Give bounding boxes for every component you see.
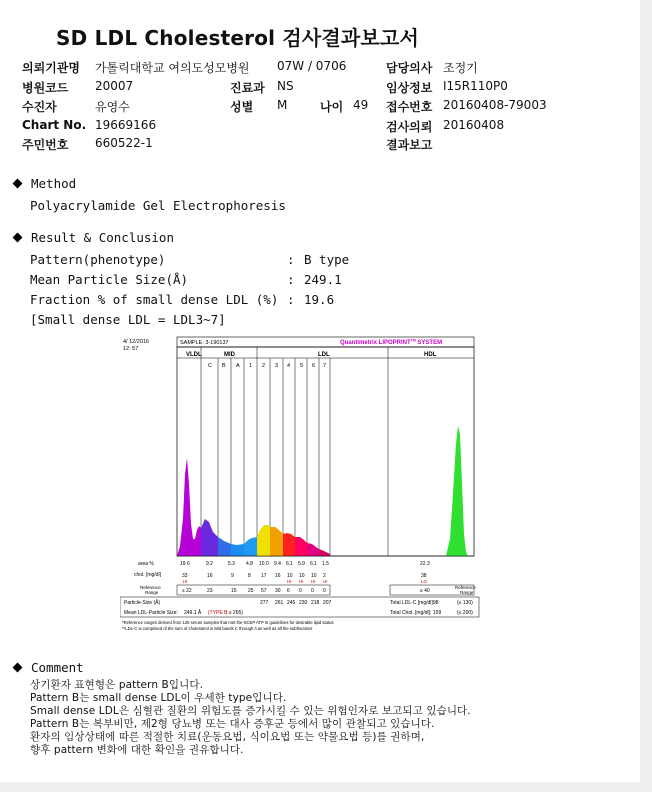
svg-text:4.8: 4.8: [246, 561, 253, 567]
svg-text:0: 0: [323, 588, 326, 594]
svg-text:6.1: 6.1: [310, 561, 317, 567]
comment-heading-text: Comment: [31, 660, 84, 675]
hospital-value: 가톨릭대학교 여의도성모병원: [95, 61, 250, 75]
code-value: 20007: [95, 79, 134, 93]
particle-size-row-label: Particle-Size (Å): [124, 600, 161, 606]
method-text: Polyacrylamide Gel Electrophoresis: [30, 198, 286, 213]
svg-text:9: 9: [231, 573, 234, 579]
group-hdl: HDL: [424, 352, 437, 358]
svg-text:25: 25: [248, 588, 254, 594]
id-label: 주민번호: [22, 138, 69, 152]
sex-value: M: [277, 98, 288, 112]
svg-text:16: 16: [207, 573, 213, 579]
svg-text:8: 8: [248, 573, 251, 579]
vertical-scrollbar[interactable]: [640, 0, 652, 792]
svg-text:17: 17: [261, 573, 267, 579]
comment-line: Pattern B는 small dense LDL이 우세한 type입니다.: [30, 692, 287, 704]
svg-text:6: 6: [312, 363, 316, 369]
svg-text:HI: HI: [323, 579, 328, 584]
report-date: 4/ 12/2016: [123, 339, 149, 345]
svg-text:(≤ 130): (≤ 130): [457, 600, 473, 606]
svg-text:218: 218: [311, 600, 320, 606]
code-label: 병원코드: [22, 81, 69, 95]
svg-text:261: 261: [275, 600, 284, 606]
svg-text:207: 207: [323, 600, 332, 606]
svg-text:6: 6: [287, 588, 290, 594]
footnote-2: **LDL-C is comprised of the sum of cholesterol in Mid bands C through A as well as all the subfractions: [122, 626, 313, 631]
bullet-diamond-icon: [13, 233, 23, 243]
receipt-label: 접수번호: [386, 100, 433, 114]
svg-text:57: 57: [261, 588, 267, 594]
svg-text:19.6: 19.6: [180, 561, 190, 567]
particle-size-label: Mean Particle Size(Å): [30, 272, 189, 287]
receipt-value: 20160408-79003: [443, 98, 547, 112]
svg-text:9.4: 9.4: [274, 561, 281, 567]
svg-text:5.3: 5.3: [228, 561, 235, 567]
pattern-value: B type: [304, 252, 350, 267]
svg-text:230: 230: [299, 600, 308, 606]
mean-size-value: 249.1 Å: [184, 610, 202, 616]
svg-text:HI: HI: [311, 579, 316, 584]
group-vldl: VLDL: [186, 352, 202, 358]
svg-text:10: 10: [299, 573, 305, 579]
report-label: 결과보고: [386, 138, 433, 152]
svg-text:10: 10: [287, 573, 293, 579]
page-title: SD LDL Cholesterol 검사결과보고서: [56, 26, 419, 50]
request-value: 20160408: [443, 118, 505, 132]
clinical-label: 임상정보: [386, 81, 433, 95]
fraction-value: 19.6: [304, 292, 335, 307]
svg-text:5.9: 5.9: [298, 561, 305, 567]
pattern-label: Pattern(phenotype): [30, 252, 166, 267]
svg-text:C: C: [208, 363, 212, 369]
sample-id: SAMPLE: 3-190137: [180, 340, 229, 346]
colon: :: [287, 272, 295, 287]
area-row-label: area %: [138, 561, 154, 567]
svg-text:33: 33: [182, 573, 188, 579]
electrophoresis-report: [120, 334, 480, 640]
svg-text:6.1: 6.1: [286, 561, 293, 567]
svg-text:22.3: 22.3: [420, 561, 430, 567]
chol-row-label: chol. [mg/dl]: [134, 572, 161, 578]
footnote-1: *Reference ranges derived from 125 serum samples that met the NCEP ATP III guidelines for desirable lipid status: [122, 620, 334, 625]
result-heading-text: Result & Conclusion: [31, 230, 174, 245]
sex-label: 성별: [230, 100, 254, 114]
svg-text:1: 1: [249, 363, 253, 369]
svg-text:30: 30: [275, 588, 281, 594]
mean-type: (TYPE B: [208, 610, 228, 616]
svg-text:0: 0: [299, 588, 302, 594]
svg-text:2: 2: [323, 573, 326, 579]
bullet-diamond-icon: [13, 663, 23, 673]
svg-text:245: 245: [287, 600, 296, 606]
comment-line: Pattern B는 복부비만, 제2형 당뇨병 또는 대사 증후군 등에서 많이 관찰되고 있습니다.: [30, 718, 435, 730]
group-mid: MID: [224, 352, 235, 358]
ref-label-left: Reference: [140, 585, 161, 590]
svg-text:10: 10: [311, 573, 317, 579]
svg-text:1.5: 1.5: [322, 561, 329, 567]
fraction-label: Fraction % of small dense LDL (%): [30, 292, 279, 307]
svg-text:HI: HI: [287, 579, 292, 584]
particle-size-value: 249.1: [304, 272, 342, 287]
chart-label: Chart No.: [22, 118, 87, 132]
comment-line: Small dense LDL은 심혈관 질환의 위험도를 증가시킬 수 있는 위험인자로 보고되고 있습니다.: [30, 705, 471, 717]
svg-text:277: 277: [260, 600, 269, 606]
patient-label: 수진자: [22, 100, 57, 114]
group-ldl: LDL: [318, 352, 330, 358]
report-time: 12: 57: [123, 346, 139, 352]
clinical-value: I15R110P0: [443, 79, 508, 93]
comment-line: 환자의 임상상태에 따른 적절한 치료(운동요법, 식이요법 또는 약물요법 등)를 권하며,: [30, 731, 425, 743]
doctor-value: 조정기: [443, 61, 478, 75]
colon: :: [287, 252, 295, 267]
total-ldl-label: Total LDL-C [mg/dl]:: [390, 600, 435, 606]
svg-text:A: A: [236, 363, 240, 369]
dept-label: 진료과: [230, 81, 265, 95]
method-heading-text: Method: [31, 176, 77, 191]
bullet-diamond-icon: [13, 179, 23, 189]
svg-text:(≤ 200): (≤ 200): [457, 610, 473, 616]
svg-text:HI: HI: [183, 579, 188, 584]
colon: :: [287, 292, 295, 307]
svg-text:≤ 22: ≤ 22: [182, 588, 192, 594]
comment-line: 향후 pattern 변화에 대한 확인을 권유합니다.: [30, 744, 244, 756]
svg-text:Range: Range: [145, 590, 159, 595]
dept-value: NS: [277, 79, 294, 93]
comment-line: 상기환자 표현형은 pattern B입니다.: [30, 679, 204, 691]
svg-text:7: 7: [323, 363, 327, 369]
request-label: 검사의뢰: [386, 120, 433, 134]
comment-heading: [14, 660, 84, 675]
svg-text:98: 98: [433, 600, 439, 606]
svg-text:38: 38: [421, 573, 427, 579]
svg-text:4: 4: [287, 363, 291, 369]
result-heading: [14, 230, 174, 245]
age-label: 나이: [320, 100, 344, 114]
svg-text:10.0: 10.0: [259, 561, 269, 567]
id-value: 660522-1: [95, 136, 153, 150]
brand-name: Quantimetrix LIPOPRINT™ SYSTEM: [340, 338, 443, 346]
total-chol-label: Total Chol. [mg/dl]:: [390, 610, 432, 616]
svg-text:3: 3: [275, 363, 279, 369]
svg-text:; ≥ 265): ; ≥ 265): [226, 610, 243, 616]
method-heading: [14, 176, 76, 191]
horizontal-scrollbar[interactable]: [0, 782, 652, 792]
hospital-label: 의뢰기관명: [22, 61, 80, 75]
age-value: 49: [353, 98, 369, 112]
patient-value: 유영수: [95, 100, 130, 114]
svg-text:B: B: [222, 363, 226, 369]
doctor-label: 담당의사: [386, 61, 433, 75]
svg-text:159: 159: [433, 610, 442, 616]
svg-text:LO: LO: [421, 579, 428, 584]
mean-size-label: Mean LDL-Particle Size:: [124, 610, 178, 616]
svg-text:23: 23: [207, 588, 213, 594]
svg-text:0: 0: [311, 588, 314, 594]
ref-label-right: Reference: [455, 585, 476, 590]
svg-text:9.2: 9.2: [206, 561, 213, 567]
svg-text:5: 5: [300, 363, 304, 369]
small-dense-note: [Small dense LDL = LDL3~7]: [30, 312, 226, 327]
ward-value: 07W / 0706: [277, 59, 347, 73]
svg-text:≥ 40: ≥ 40: [420, 588, 430, 594]
svg-text:15: 15: [231, 588, 237, 594]
svg-text:2: 2: [262, 363, 266, 369]
svg-text:16: 16: [275, 573, 281, 579]
chart-value: 19669166: [95, 118, 157, 132]
svg-text:Range: Range: [460, 590, 474, 595]
svg-text:HI: HI: [299, 579, 304, 584]
